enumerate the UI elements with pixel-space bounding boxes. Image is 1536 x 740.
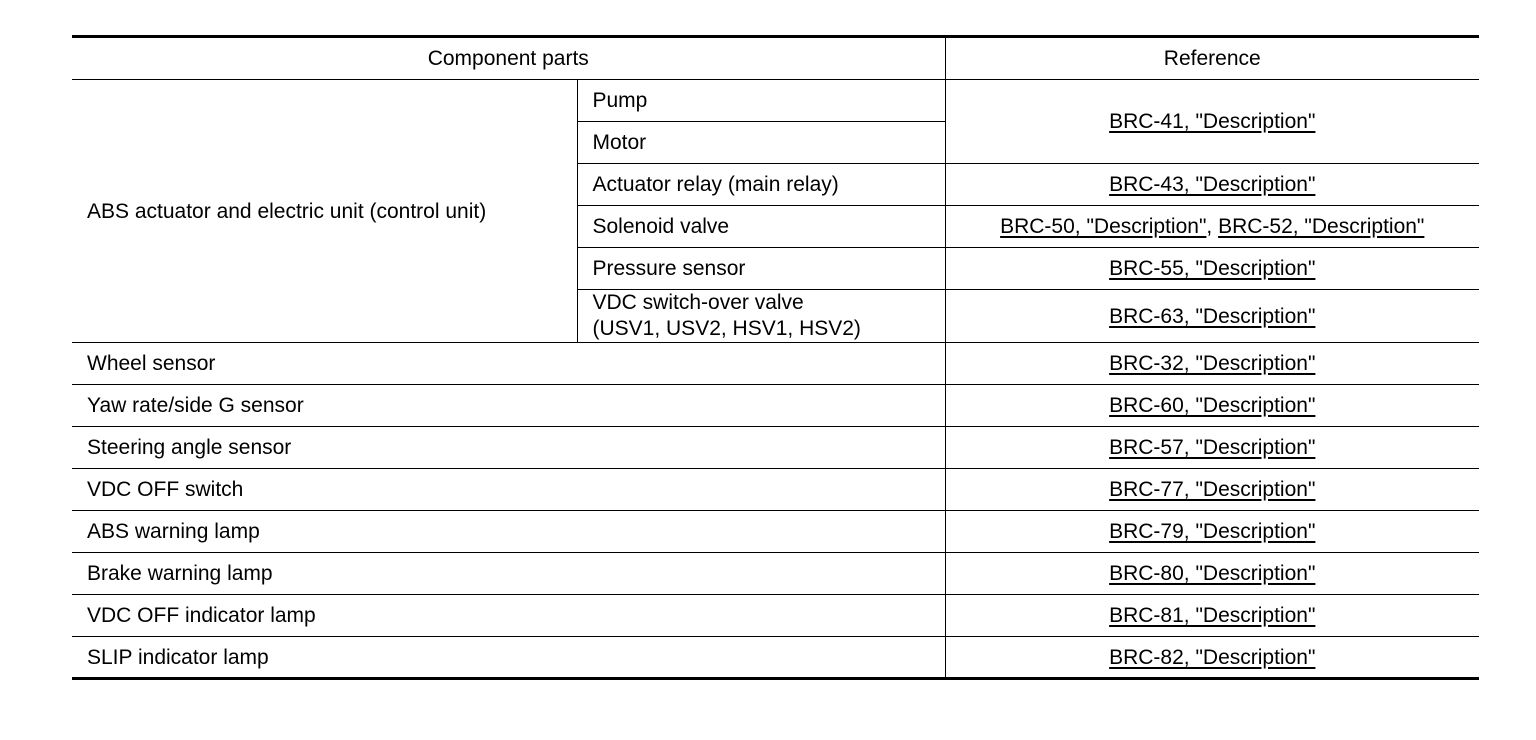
part-actuator-relay: Actuator relay (main relay)	[577, 164, 945, 206]
reference-cell	[945, 80, 1479, 164]
table-row	[72, 385, 1479, 427]
table-row	[72, 553, 1479, 595]
reference-link[interactable]: BRC-32, "Description"	[1109, 352, 1316, 375]
table-row	[72, 511, 1479, 553]
reference-cell	[945, 469, 1479, 511]
reference-link[interactable]: BRC-55, "Description"	[1109, 257, 1316, 280]
component-parts-header: Component parts	[72, 37, 945, 80]
table-row	[72, 343, 1479, 385]
reference-link[interactable]: BRC-77, "Description"	[1109, 478, 1316, 501]
reference-cell	[945, 511, 1479, 553]
reference-cell	[945, 553, 1479, 595]
table-header-row	[72, 37, 1479, 80]
component-name: VDC OFF indicator lamp	[72, 595, 945, 637]
table-row	[72, 637, 1479, 679]
component-name: Brake warning lamp	[72, 553, 945, 595]
part-motor: Motor	[577, 122, 945, 164]
part-name-line-2: (USV1, USV2, HSV1, HSV2)	[592, 317, 861, 340]
reference-link[interactable]: BRC-50, "Description"	[1000, 215, 1207, 238]
reference-cell	[945, 595, 1479, 637]
part-pump: Pump	[577, 80, 945, 122]
part-pressure-sensor: Pressure sensor	[577, 248, 945, 290]
reference-link[interactable]: BRC-41, "Description"	[1109, 110, 1316, 133]
component-reference-table	[72, 35, 1479, 680]
reference-link[interactable]: BRC-79, "Description"	[1109, 520, 1316, 543]
component-name: SLIP indicator lamp	[72, 637, 945, 679]
reference-cell	[945, 637, 1479, 679]
reference-separator: ,	[1206, 215, 1219, 238]
reference-cell	[945, 248, 1479, 290]
reference-link[interactable]: BRC-82, "Description"	[1109, 645, 1316, 669]
reference-link[interactable]: BRC-57, "Description"	[1109, 436, 1316, 459]
reference-link[interactable]: BRC-63, "Description"	[1109, 304, 1316, 328]
reference-link[interactable]: BRC-43, "Description"	[1109, 173, 1316, 196]
abs-actuator-unit-label: ABS actuator and electric unit (control unit)	[72, 80, 577, 343]
component-name: ABS warning lamp	[72, 511, 945, 553]
component-name: VDC OFF switch	[72, 469, 945, 511]
part-name-line-1: VDC switch-over valve	[592, 291, 804, 314]
part-vdc-switch-over-valve	[577, 290, 945, 343]
reference-cell	[945, 164, 1479, 206]
reference-link[interactable]: BRC-52, "Description"	[1218, 215, 1425, 238]
reference-cell	[945, 206, 1479, 248]
reference-cell	[945, 385, 1479, 427]
component-name: Wheel sensor	[72, 343, 945, 385]
component-name: Steering angle sensor	[72, 427, 945, 469]
reference-link[interactable]: BRC-80, "Description"	[1109, 562, 1316, 585]
reference-link[interactable]: BRC-60, "Description"	[1109, 394, 1316, 417]
component-name: Yaw rate/side G sensor	[72, 385, 945, 427]
reference-header: Reference	[945, 37, 1479, 80]
reference-cell	[945, 290, 1479, 343]
table-row	[72, 595, 1479, 637]
reference-link[interactable]: BRC-81, "Description"	[1109, 604, 1316, 627]
reference-cell	[945, 343, 1479, 385]
part-solenoid-valve: Solenoid valve	[577, 206, 945, 248]
table-row	[72, 80, 1479, 122]
reference-cell	[945, 427, 1479, 469]
table-row	[72, 469, 1479, 511]
table-row	[72, 427, 1479, 469]
